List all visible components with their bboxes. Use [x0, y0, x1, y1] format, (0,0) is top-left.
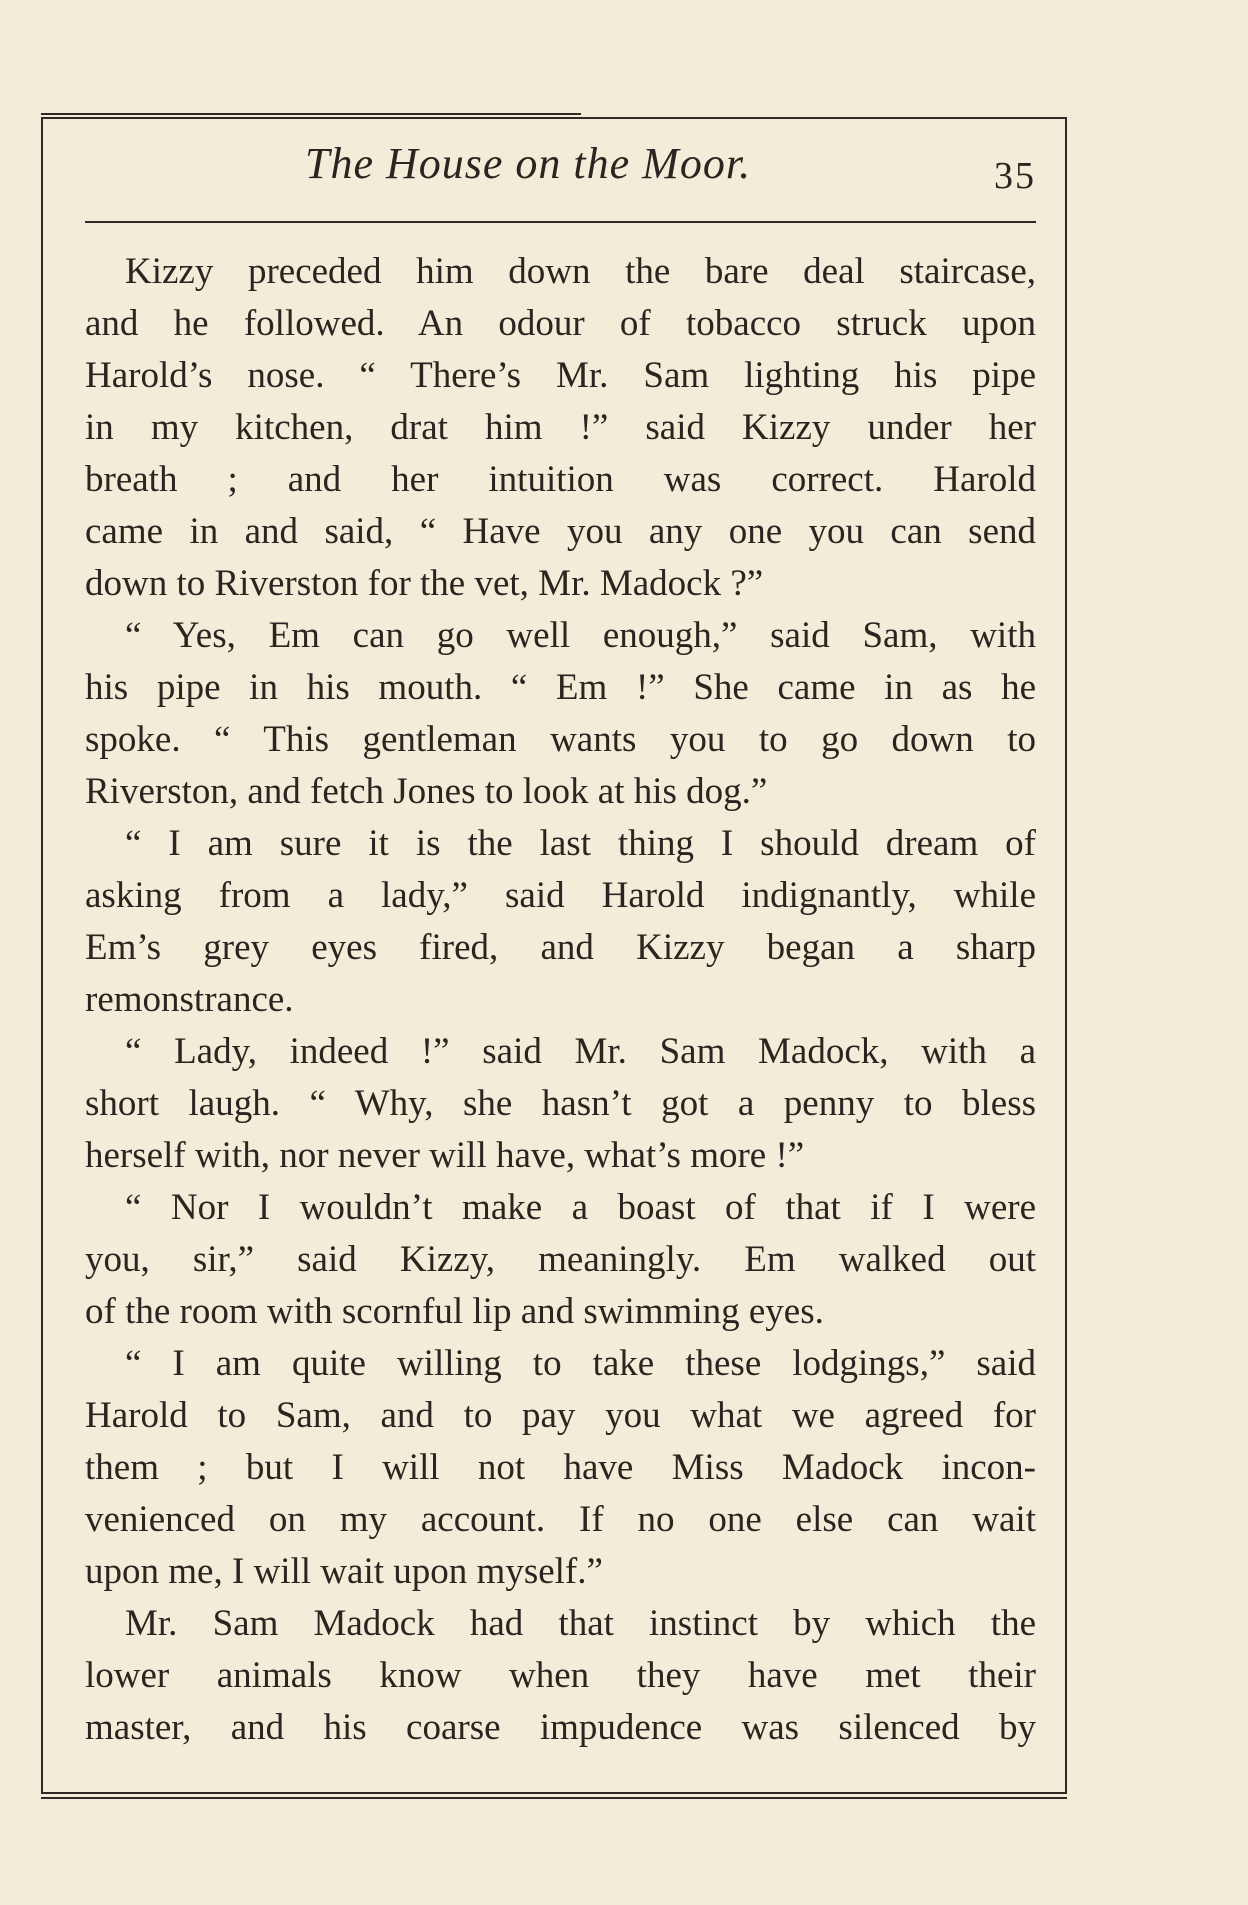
running-title: The House on the Moor. — [305, 139, 752, 188]
text-line: lower animals know when they have met their — [85, 1655, 1036, 1696]
text-line: master, and his coarse impudence was silenced by — [85, 1707, 1036, 1748]
text-line: “ Yes, Em can go well enough,” said Sam, with — [125, 615, 1036, 656]
text-line: short laugh. “ Why, she hasn’t got a penny to bless — [85, 1083, 1036, 1124]
text-line: and he followed. An odour of tobacco struck upon — [85, 303, 1036, 344]
text-line: remonstrance. — [85, 979, 294, 1020]
frame-top-rule — [41, 113, 581, 115]
running-header — [85, 138, 1036, 218]
text-line: Harold’s nose. “ There’s Mr. Sam lighting his pipe — [85, 355, 1036, 396]
body-text — [85, 246, 1036, 1754]
text-line: his pipe in his mouth. “ Em !” She came in as he — [85, 667, 1036, 708]
text-line: upon me, I will wait upon myself.” — [85, 1551, 603, 1592]
text-line: breath ; and her intuition was correct. Harold — [85, 459, 1036, 500]
text-line: Mr. Sam Madock had that instinct by which the — [125, 1603, 1036, 1644]
page-number: 35 — [994, 155, 1036, 197]
text-line: in my kitchen, drat him !” said Kizzy under her — [85, 407, 1036, 448]
text-line: Harold to Sam, and to pay you what we agreed for — [85, 1395, 1036, 1436]
frame-bottom-rule — [41, 1797, 1067, 1799]
text-line: “ Nor I wouldn’t make a boast of that if I were — [125, 1187, 1036, 1228]
text-line: of the room with scornful lip and swimming eyes. — [85, 1291, 824, 1332]
text-line: herself with, nor never will have, what’s more !” — [85, 1135, 805, 1176]
text-line: them ; but I will not have Miss Madock incon- — [85, 1447, 1036, 1488]
text-line: Riverston, and fetch Jones to look at his dog.” — [85, 771, 768, 812]
text-line: venienced on my account. If no one else can wait — [85, 1499, 1036, 1540]
text-line: Kizzy preceded him down the bare deal staircase, — [125, 251, 1036, 292]
text-line: Em’s grey eyes fired, and Kizzy began a sharp — [85, 927, 1036, 968]
text-line: “ I am sure it is the last thing I should dream of — [125, 823, 1036, 864]
text-line: came in and said, “ Have you any one you can send — [85, 511, 1036, 552]
text-line: you, sir,” said Kizzy, meaningly. Em walked out — [85, 1239, 1036, 1280]
text-line: “ Lady, indeed !” said Mr. Sam Madock, with a — [125, 1031, 1036, 1072]
text-line: asking from a lady,” said Harold indignantly, while — [85, 875, 1036, 916]
text-line: “ I am quite willing to take these lodgings,” said — [125, 1343, 1036, 1384]
text-line: down to Riverston for the vet, Mr. Madock ?” — [85, 563, 764, 604]
header-rule — [85, 221, 1036, 223]
text-line: spoke. “ This gentleman wants you to go down to — [85, 719, 1036, 760]
